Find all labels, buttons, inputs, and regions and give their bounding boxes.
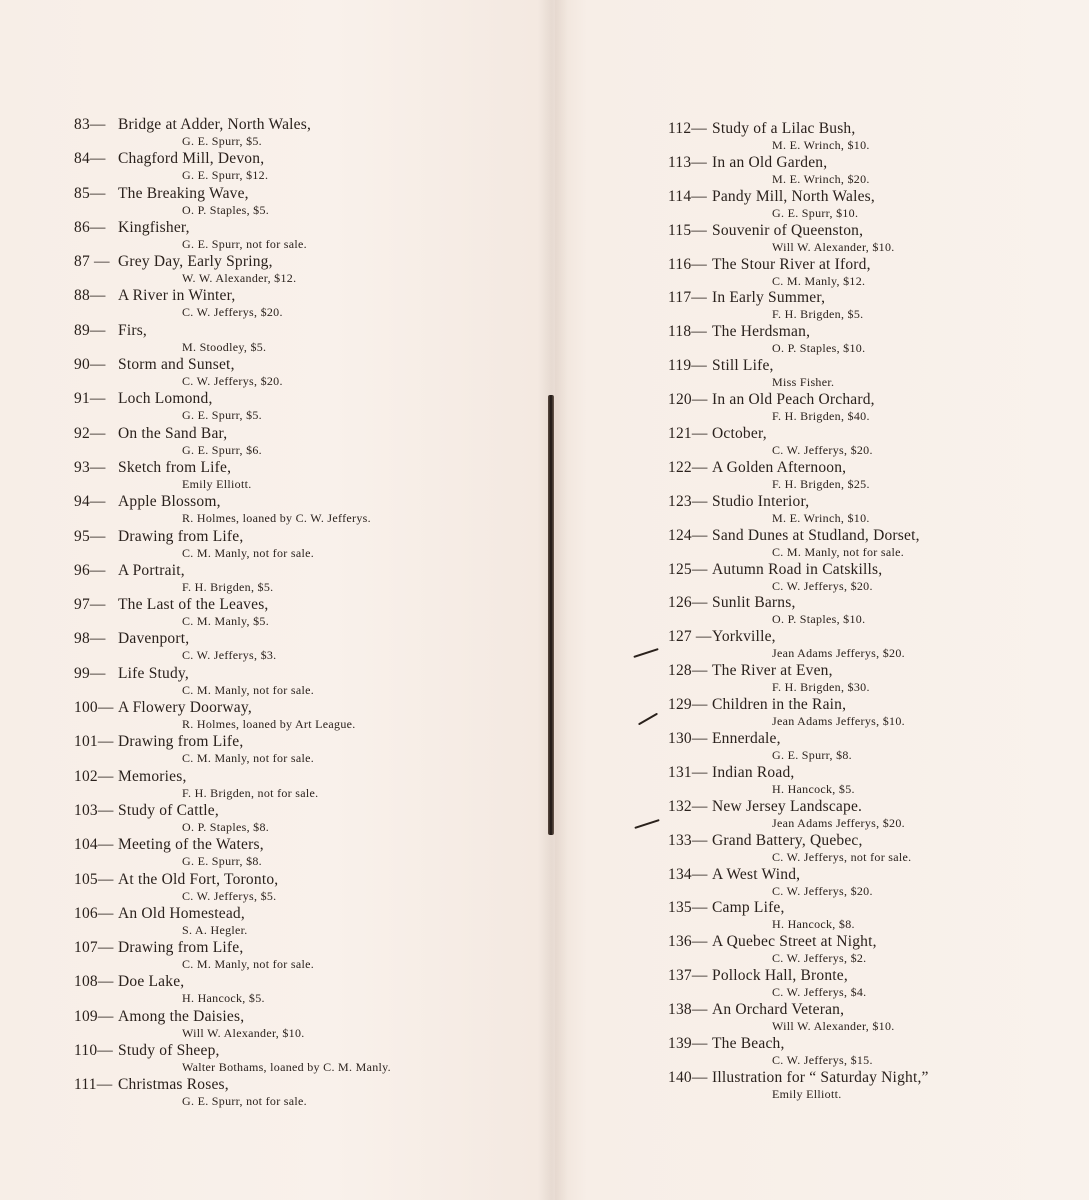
entry-title-line (668, 289, 1078, 307)
entry-number: 138— (668, 1001, 708, 1019)
entry-artist: S. A. Hegler. (182, 922, 248, 937)
entry-title: Pandy Mill, North Wales, (712, 187, 875, 205)
catalogue-entry (668, 933, 1078, 967)
entry-number: 122— (668, 458, 708, 476)
entry-title-line (668, 594, 1078, 612)
catalogue-entry (668, 696, 1078, 730)
entry-number: 128— (668, 662, 708, 680)
entry-title: October, (712, 425, 767, 443)
entry-title-line (668, 323, 1078, 341)
catalogue-entry (668, 1001, 1078, 1035)
entry-number: 137— (668, 967, 708, 985)
catalogue-entry (668, 459, 1078, 493)
entry-number: 118— (668, 323, 707, 341)
entry-title: Davenport, (118, 630, 190, 648)
entry-title: A River in Winter, (118, 287, 236, 305)
entry-title-line (74, 356, 534, 374)
entry-title-line (74, 322, 534, 340)
entry-title-line (74, 185, 534, 203)
catalogue-entry (74, 802, 534, 836)
entry-title-line (668, 933, 1078, 951)
entry-number: 124— (668, 526, 708, 544)
entry-artist: F. H. Brigden, $25. (772, 476, 870, 491)
catalogue-entry (74, 768, 534, 802)
entry-artist: O. P. Staples, $10. (772, 612, 866, 627)
entry-title-line (668, 459, 1078, 477)
entry-title-line (668, 527, 1078, 545)
catalogue-entry (74, 665, 534, 699)
entry-title-line (668, 391, 1078, 409)
entry-artist: C. M. Manly, $5. (182, 614, 270, 629)
catalogue-entry (74, 939, 534, 973)
entry-title-line (74, 802, 534, 820)
entry-number: 134— (668, 865, 708, 883)
entry-number: 112— (668, 120, 707, 137)
catalogue-entry (668, 188, 1078, 222)
entry-artist: C. W. Jefferys, $3. (182, 648, 277, 663)
entry-artist: R. Holmes, loaned by Art League. (182, 717, 356, 732)
entry-title-line (668, 730, 1078, 748)
entry-title-line (74, 973, 534, 991)
entry-artist: C. W. Jefferys, $2. (772, 951, 867, 966)
entry-title: Grand Battery, Quebec, (712, 831, 863, 849)
catalogue-entry (668, 628, 1078, 662)
entry-title: In an Old Peach Orchard, (712, 391, 875, 409)
entry-title: Kingfisher, (118, 218, 190, 236)
entry-artist: M. E. Wrinch, $10. (772, 510, 870, 525)
entry-title: The River at Even, (712, 662, 833, 680)
catalogue-entry (668, 493, 1078, 527)
catalogue-entry (668, 594, 1078, 628)
entry-title-line (74, 665, 534, 683)
entry-artist: C. M. Manly, not for sale. (182, 682, 315, 697)
entry-number: 84— (74, 150, 106, 168)
entry-title-line (74, 219, 534, 237)
entry-artist: O. P. Staples, $8. (182, 819, 270, 834)
entry-title-line (74, 493, 534, 511)
catalogue-entry (668, 222, 1078, 256)
entry-title: Apple Blossom, (118, 493, 221, 511)
entry-title-line (74, 939, 534, 957)
entry-title: Storm and Sunset, (118, 356, 235, 374)
entry-artist: Jean Adams Jefferys, $20. (772, 646, 905, 661)
catalogue-entry (74, 459, 534, 493)
entry-title: New Jersey Landscape. (712, 797, 863, 815)
entry-artist: G. E. Spurr, not for sale. (182, 236, 307, 251)
catalogue-entry (668, 967, 1078, 1001)
catalogue-entry (668, 561, 1078, 595)
binding-thread (548, 395, 554, 835)
entry-title: Bridge at Adder, North Wales, (118, 116, 312, 133)
entry-number: 120— (668, 391, 708, 409)
catalogue-entry (74, 596, 534, 630)
entry-number: 114— (668, 187, 707, 205)
entry-artist: F. H. Brigden, $40. (772, 409, 870, 424)
entry-number: 102— (74, 767, 114, 785)
entry-title: Christmas Roses, (118, 1076, 229, 1094)
entry-title-line (668, 120, 1078, 138)
catalogue-entry (74, 390, 534, 424)
catalogue-entry (74, 185, 534, 219)
entry-number: 129— (668, 696, 708, 714)
entry-title-line (74, 630, 534, 648)
entry-artist: G. E. Spurr, $5. (182, 408, 262, 423)
entry-title-line (668, 798, 1078, 816)
entry-artist: C. M. Manly, $12. (772, 273, 866, 288)
entry-title-line (668, 628, 1078, 646)
catalogue-entry (74, 871, 534, 905)
entry-title-line (668, 696, 1078, 714)
entry-title: Illustration for “ Saturday Night,” (712, 1068, 929, 1086)
entry-artist: C. W. Jefferys, $20. (182, 305, 283, 320)
catalogue-entry (74, 1076, 534, 1110)
entry-number: 116— (668, 255, 707, 273)
entry-title-line (74, 425, 534, 443)
entry-title-line (74, 116, 534, 134)
entry-number: 111— (74, 1076, 113, 1094)
catalogue-entry (668, 391, 1078, 425)
entry-artist: W. W. Alexander, $12. (182, 271, 297, 286)
entry-number: 105— (74, 870, 114, 888)
catalogue-entry (74, 287, 534, 321)
entry-title: The Herdsman, (712, 323, 811, 341)
catalogue-entry (74, 528, 534, 562)
entry-number: 127 — (668, 628, 712, 646)
entry-title: In an Old Garden, (712, 153, 828, 171)
entry-title-line (74, 287, 534, 305)
entry-title-line (668, 1035, 1078, 1053)
catalogue-column-left (74, 116, 534, 1111)
entry-artist: C. W. Jefferys, $5. (182, 888, 277, 903)
catalogue-entry (74, 562, 534, 596)
entry-number: 123— (668, 492, 708, 510)
entry-number: 104— (74, 836, 114, 854)
entry-title-line (74, 596, 534, 614)
catalogue-entry (668, 357, 1078, 391)
entry-artist: G. E. Spurr, $8. (772, 748, 852, 763)
entry-number: 103— (74, 801, 114, 819)
entry-artist: G. E. Spurr, $8. (182, 854, 262, 869)
catalogue-entry (668, 832, 1078, 866)
entry-number: 86— (74, 218, 106, 236)
catalogue-entry (74, 905, 534, 939)
catalogue-entry (74, 836, 534, 870)
entry-title-line (74, 768, 534, 786)
catalogue-entry (668, 1035, 1078, 1069)
entry-artist: Walter Bothams, loaned by C. M. Manly. (182, 1060, 391, 1075)
entry-title: Meeting of the Waters, (118, 836, 264, 854)
entry-title-line (668, 154, 1078, 172)
entry-artist: C. W. Jefferys, $4. (772, 985, 867, 1000)
entry-number: 90— (74, 356, 106, 374)
entry-artist: C. W. Jefferys, $20. (772, 883, 873, 898)
entry-title-line (668, 1069, 1078, 1087)
entry-number: 139— (668, 1035, 708, 1053)
entry-title: A Golden Afternoon, (712, 458, 847, 476)
entry-title: Study of Sheep, (118, 1042, 220, 1060)
entry-artist: C. W. Jefferys, $20. (182, 374, 283, 389)
entry-title-line (668, 662, 1078, 680)
entry-title: On the Sand Bar, (118, 424, 228, 442)
entry-artist: C. M. Manly, not for sale. (182, 545, 315, 560)
entry-number: 109— (74, 1007, 114, 1025)
entry-artist: F. H. Brigden, $30. (772, 680, 870, 695)
entry-title: The Stour River at Iford, (712, 255, 871, 273)
entry-artist: C. W. Jefferys, not for sale. (772, 849, 912, 864)
entry-title: Ennerdale, (712, 730, 781, 748)
entry-artist: H. Hancock, $5. (772, 781, 855, 796)
entry-artist: R. Holmes, loaned by C. W. Jefferys. (182, 511, 371, 526)
catalogue-entry (74, 733, 534, 767)
entry-artist: M. E. Wrinch, $10. (772, 138, 870, 152)
entry-title: Loch Lomond, (118, 390, 213, 408)
entry-title: Firs, (118, 321, 147, 339)
entry-artist: Miss Fisher. (772, 375, 835, 390)
entry-artist: F. H. Brigden, $5. (182, 579, 274, 594)
entry-title-line (668, 188, 1078, 206)
catalogue-entry (74, 219, 534, 253)
entry-title: An Old Homestead, (118, 904, 245, 922)
catalogue-entry (668, 899, 1078, 933)
entry-artist: Jean Adams Jefferys, $10. (772, 714, 905, 729)
entry-number: 121— (668, 425, 708, 443)
entry-title-line (74, 390, 534, 408)
entry-number: 117— (668, 289, 707, 307)
entry-title: A West Wind, (712, 865, 801, 883)
catalogue-entry (74, 973, 534, 1007)
entry-artist: O. P. Staples, $10. (772, 341, 866, 356)
catalogue-entry (668, 527, 1078, 561)
entry-title: Pollock Hall, Bronte, (712, 967, 848, 985)
entry-number: 140— (668, 1068, 708, 1086)
entry-artist: C. W. Jefferys, $15. (772, 1053, 873, 1068)
entry-title-line (74, 459, 534, 477)
entry-title-line (74, 871, 534, 889)
entry-number: 100— (74, 699, 114, 717)
entry-artist: G. E. Spurr, $5. (182, 134, 262, 148)
catalogue-entry (668, 289, 1078, 323)
entry-number: 88— (74, 287, 106, 305)
catalogue-entry (74, 1008, 534, 1042)
entry-title: Grey Day, Early Spring, (118, 253, 273, 271)
catalogue-entry (668, 764, 1078, 798)
entry-title: Still Life, (712, 357, 774, 375)
entry-number: 96— (74, 561, 106, 579)
entry-title-line (74, 836, 534, 854)
entry-title-line (668, 764, 1078, 782)
entry-number: 130— (668, 730, 708, 748)
catalogue-entry (668, 866, 1078, 900)
entry-number: 136— (668, 933, 708, 951)
entry-title: Sunlit Barns, (712, 594, 796, 612)
catalogue-entry (74, 356, 534, 390)
entry-artist: Jean Adams Jefferys, $20. (772, 815, 905, 830)
entry-number: 126— (668, 594, 708, 612)
entry-title: At the Old Fort, Toronto, (118, 870, 279, 888)
catalogue-entry (74, 253, 534, 287)
entry-title: Camp Life, (712, 899, 785, 917)
entry-title: An Orchard Veteran, (712, 1001, 845, 1019)
entry-number: 92— (74, 424, 106, 442)
catalogue-entry (74, 1042, 534, 1076)
entry-artist: Will W. Alexander, $10. (772, 239, 895, 254)
entry-number: 133— (668, 831, 708, 849)
catalogue-entry (74, 150, 534, 184)
entry-number: 131— (668, 763, 708, 781)
entry-title-line (668, 561, 1078, 579)
entry-title-line (668, 425, 1078, 443)
catalogue-entry (74, 116, 534, 150)
entry-number: 89— (74, 321, 106, 339)
entry-number: 108— (74, 973, 114, 991)
entry-number: 87 — (74, 253, 110, 271)
catalogue-entry (668, 798, 1078, 832)
entry-title: A Portrait, (118, 561, 185, 579)
entry-artist: H. Hancock, $8. (772, 917, 855, 932)
entry-title-line (668, 967, 1078, 985)
entry-title-line (668, 357, 1078, 375)
entry-title: The Beach, (712, 1035, 785, 1053)
catalogue-entry (74, 493, 534, 527)
entry-title-line (74, 1042, 534, 1060)
entry-title-line (74, 905, 534, 923)
entry-title: A Quebec Street at Night, (712, 933, 877, 951)
entry-artist: C. M. Manly, not for sale. (182, 751, 315, 766)
entry-title: Life Study, (118, 664, 189, 682)
entry-artist: C. M. Manly, not for sale. (182, 957, 315, 972)
entry-artist: C. W. Jefferys, $20. (772, 443, 873, 458)
catalogue-entry (668, 154, 1078, 188)
catalogue-column-right (668, 120, 1078, 1103)
entry-artist: G. E. Spurr, $6. (182, 442, 262, 457)
catalogue-entry (668, 730, 1078, 764)
entry-title: The Last of the Leaves, (118, 596, 269, 614)
catalogue-entry (668, 662, 1078, 696)
entry-artist: Will W. Alexander, $10. (772, 1019, 895, 1034)
entry-artist: G. E. Spurr, not for sale. (182, 1094, 307, 1109)
entry-number: 95— (74, 527, 106, 545)
catalogue-entry (668, 1069, 1078, 1103)
entry-title-line (668, 1001, 1078, 1019)
entry-title-line (668, 832, 1078, 850)
catalogue-entry (74, 425, 534, 459)
entry-title-line (74, 528, 534, 546)
entry-title: Sketch from Life, (118, 458, 232, 476)
entry-title: A Flowery Doorway, (118, 699, 252, 717)
entry-title: Drawing from Life, (118, 939, 244, 957)
entry-title-line (74, 1008, 534, 1026)
entry-artist: Will W. Alexander, $10. (182, 1025, 305, 1040)
entry-title: Among the Daisies, (118, 1007, 245, 1025)
entry-number: 132— (668, 797, 708, 815)
entry-title-line (668, 866, 1078, 884)
catalogue-entry (668, 120, 1078, 154)
entry-number: 125— (668, 560, 708, 578)
entry-title: Study of a Lilac Bush, (712, 120, 856, 137)
entry-number: 107— (74, 939, 114, 957)
entry-artist: M. Stoodley, $5. (182, 339, 267, 354)
entry-artist: C. W. Jefferys, $20. (772, 578, 873, 593)
entry-number: 119— (668, 357, 707, 375)
entry-title: Memories, (118, 767, 187, 785)
entry-number: 93— (74, 458, 106, 476)
entry-number: 91— (74, 390, 106, 408)
entry-artist: H. Hancock, $5. (182, 991, 265, 1006)
catalogue-entry (668, 323, 1078, 357)
entry-title: Drawing from Life, (118, 527, 244, 545)
entry-title: Chagford Mill, Devon, (118, 150, 265, 168)
entry-title: Sand Dunes at Studland, Dorset, (712, 526, 920, 544)
entry-title: Indian Road, (712, 763, 795, 781)
entry-number: 98— (74, 630, 106, 648)
entry-title: Study of Cattle, (118, 801, 219, 819)
entry-number: 135— (668, 899, 708, 917)
entry-artist: C. M. Manly, not for sale. (772, 544, 905, 559)
entry-title-line (74, 253, 534, 271)
entry-title: The Breaking Wave, (118, 184, 249, 202)
entry-title: Studio Interior, (712, 492, 810, 510)
entry-title: Children in the Rain, (712, 696, 847, 714)
entry-title-line (668, 222, 1078, 240)
entry-number: 101— (74, 733, 114, 751)
entry-title-line (74, 562, 534, 580)
entry-number: 83— (74, 116, 106, 133)
entry-artist: Emily Elliott. (772, 1086, 842, 1101)
entry-artist: Emily Elliott. (182, 476, 252, 491)
entry-artist: M. E. Wrinch, $20. (772, 171, 870, 186)
entry-artist: F. H. Brigden, not for sale. (182, 785, 319, 800)
entry-number: 85— (74, 184, 106, 202)
catalogue-entry (74, 322, 534, 356)
entry-title-line (74, 733, 534, 751)
entry-title-line (668, 256, 1078, 274)
catalogue-entry (74, 699, 534, 733)
entry-title: Autumn Road in Catskills, (712, 560, 883, 578)
entry-title-line (668, 899, 1078, 917)
entry-number: 97— (74, 596, 106, 614)
catalogue-entry (668, 256, 1078, 290)
entry-title-line (74, 699, 534, 717)
entry-number: 94— (74, 493, 106, 511)
entry-artist: G. E. Spurr, $10. (772, 205, 859, 220)
entry-title: In Early Summer, (712, 289, 826, 307)
entry-title-line (74, 150, 534, 168)
entry-title-line (668, 493, 1078, 511)
entry-artist: O. P. Staples, $5. (182, 202, 270, 217)
entry-number: 106— (74, 904, 114, 922)
catalogue-entry (74, 630, 534, 664)
entry-number: 115— (668, 221, 707, 239)
entry-title: Yorkville, (712, 628, 776, 646)
entry-number: 110— (74, 1042, 113, 1060)
entry-number: 113— (668, 153, 707, 171)
entry-title: Drawing from Life, (118, 733, 244, 751)
entry-number: 99— (74, 664, 106, 682)
entry-title: Souvenir of Queenston, (712, 221, 864, 239)
entry-title-line (74, 1076, 534, 1094)
entry-artist: G. E. Spurr, $12. (182, 168, 269, 183)
catalogue-entry (668, 425, 1078, 459)
entry-artist: F. H. Brigden, $5. (772, 307, 864, 322)
entry-title: Doe Lake, (118, 973, 185, 991)
